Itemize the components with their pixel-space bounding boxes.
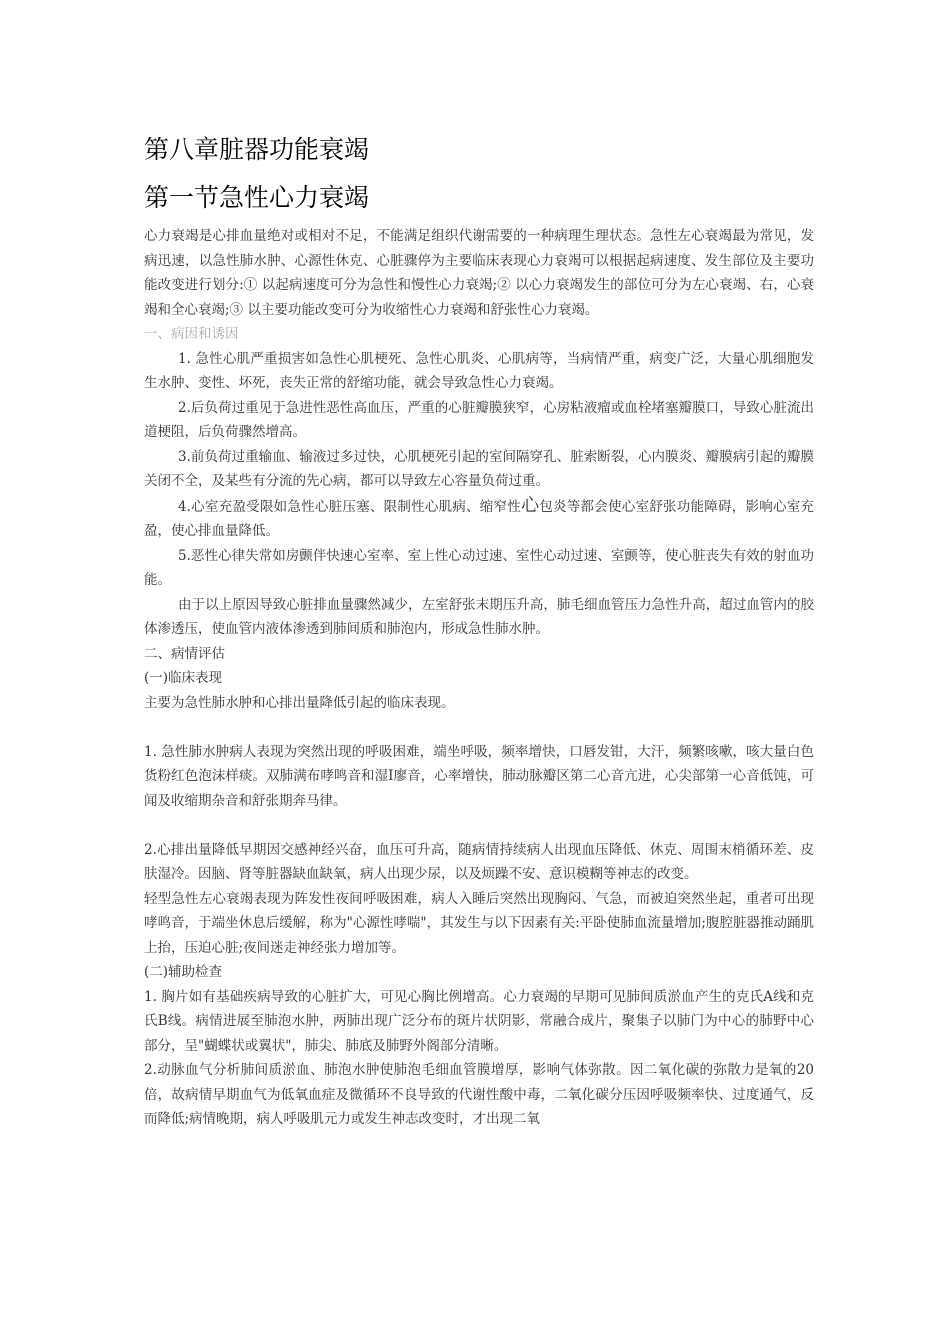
cause-5: 5.恶性心律失常如房颤伴快速心室率、室上性心动过速、室性心动过速、室颤等，使心脏丧失有效的射血功能。	[144, 547, 814, 588]
cause-1: 1. 急性心肌严重损害如急性心肌梗死、急性心肌炎、心肌病等，当病情严重，病变广泛，大量心肌细胞发生水肿、变性、坏死，丧失正常的舒缩功能，就会导致急性心力衰竭。	[144, 350, 814, 391]
clinical-item-1: 1. 急性肺水肿病人表现为突然出现的呼吸困难，端坐呼吸，频率增快，口唇发钳，大汗，频繁咳嗽，咳大量白色货粉红色泡沫样痰。双肺满布哮鸣音和湿I廖音，心率增快，肺动脉瓣区第二心音亢进，心尖部第一心音低饨，可闻及收缩期杂音和舒张期奔马律。	[144, 743, 814, 809]
heading-evaluation: 二、病情评估	[144, 645, 225, 662]
heading-auxiliary: (二)辅助检查	[144, 964, 223, 980]
cause-4-part-2: 包炎等都会使心室舒张功能障碍，影响心室充盈，使心排血量降低。	[144, 498, 815, 539]
heading-causes: 一、病因和诱因	[144, 326, 239, 342]
clinical-intro: 主要为急性肺水肿和心排出量降低引起的临床表现。	[144, 694, 455, 711]
intro-paragraph: 心力衰竭是心排血量绝对或相对不足，不能满足组织代谢需要的一种病理生理状态。急性左心衰竭最为常见，发病迅速，以急性肺水肿、心源性休克、心脏骤停为主要临床表现心力衰竭可以根据起病速度、发生部位及主要功能改变进行划分:① 以起病速度可分为急性和慢性心力衰竭;② 以心力衰竭发生的部位可分为左心衰竭、右，心衰竭和全心衰竭;③ 以主要功能改变可分为收缩性心力衰竭和舒张性心力衰竭。	[144, 228, 814, 318]
cause-4	[144, 494, 814, 544]
cause-2: 2.后负荷过重见于急进性恶性高血压，严重的心脏瓣膜狭窄，心房粘液瘤或血栓堵塞瓣膜口，导致心脏流出道梗阻，后负荷骤然增高。	[144, 399, 814, 440]
spacer	[144, 813, 814, 838]
cause-3: 3.前负荷过重输血、输液过多过快，心肌梗死引起的室间隔穿孔、脏索断裂，心内膜炎、瓣膜病引起的瓣膜关闭不全，及某些有分流的先心病，都可以导致左心容量负荷过重。	[144, 448, 814, 489]
chapter-title: 第八章脏器功能衰竭	[144, 135, 370, 164]
document-page	[144, 132, 814, 1132]
spacer	[144, 715, 814, 740]
clinical-item-2: 2.心排出量降低早期因交感神经兴奋，血压可升高，随病情持续病人出现血压降低、休克、周围末梢循环差、皮肤湿冷。因脑、肾等脏器缺血缺氧，病人出现少尿，以及烦躁不安、意识模糊等神志的改变。	[144, 841, 814, 882]
clinical-item-3: 轻型急性左心衰竭表现为阵发性夜间呼吸困难，病人入睡后突然出现胸闷、气急，而被迫突然坐起，重者可出现哮鸣音，于端坐休息后缓解，称为"心源性哮喘"，其发生与以下因素有关:平卧使肺血流量增加;腹腔脏器推动踊肌上抬，压迫心脏;夜间迷走神经张力增加等。	[144, 890, 814, 956]
cause-summary: 由于以上原因导致心脏排血量骤然减少，左室舒张末期压升高，肺毛细血管压力急性升高，超过血管内的胶体渗透压，使血管内液体渗透到肺间质和肺泡内，形成急性肺水肿。	[144, 596, 814, 637]
aux-item-2: 2.动脉血气分析肺间质淤血、肺泡水肿使肺泡毛细血管膜增厚，影响气体弥散。因二氧化碳的弥散力是氧的20倍，故病情早期血气为低氧血症及微循环不良导致的代谢性酸中毒，二氧化碳分压因呼吸频率快、过度通气，反而降低;病情晚期，病人呼吸肌元力或发生神志改变时，才出现二氧	[144, 1062, 814, 1127]
cause-4-large-char: 心	[521, 494, 540, 516]
cause-4-part-1: 4.心室充盈受限如急性心脏压塞、限制性心肌病、缩窄性	[178, 498, 522, 515]
section-title: 第一节急性心力衰竭	[144, 183, 370, 212]
heading-clinical: (一)临床表现	[144, 670, 223, 686]
aux-item-1: 1. 胸片如有基础疾病导致的心脏扩大，可见心胸比例增高。心力衰竭的早期可见肺间质淤血产生的克氏A线和克氏B线。病情进展至肺泡水肿，两肺出现广泛分布的斑片状阴影，常融合成片，聚集子以肺门为中心的肺野中心部分，呈"蝴蝶状或翼状"，肺尖、肺底及肺野外阁部分清晰。	[144, 988, 814, 1054]
